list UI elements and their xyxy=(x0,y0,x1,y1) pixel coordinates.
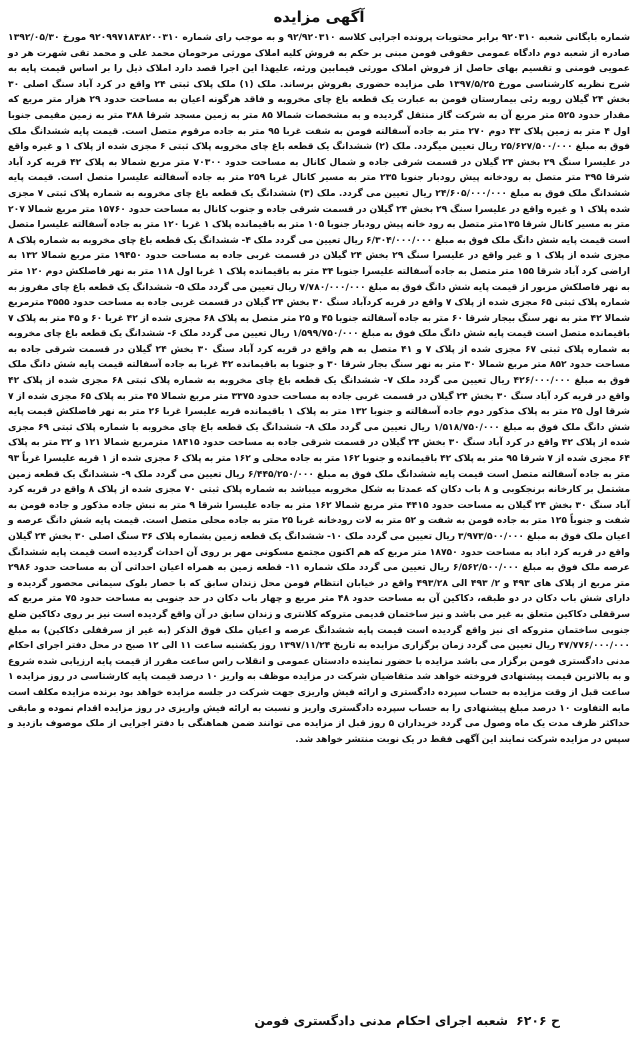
notice-code: ح ۶۲۰۶ xyxy=(516,1013,560,1028)
notice-body xyxy=(8,30,630,747)
notice-title: آگهی مزایده xyxy=(273,8,365,26)
issuer-signature: شعبه اجرای احکام مدنی دادگستری فومن xyxy=(254,1013,509,1028)
notice-paragraph: شماره بایگانی شعبه ۹۲۰۳۱۰ برابر محتویات پرونده اجرایی کلاسه ۹۲/۹۲۰۳۱۰ و به موجب رای شماره ۹۲۰۹۹۷۱۸۳۸۲۰۰۳۱۰ مورخ ۱۳۹۲/۰۵/۳۰ صادره از شعبه دوم دادگاه عمومی حقوقی فومن مبنی بر حکم به فروش کلیه املاک مورثی مرحومان محمد علی و محمد تقی شهرت هر دو عمویی فومنی و تقسیم بهای حاصل از فروش املاک مورثی فیمابین ورثه، علیهذا این اجرا قصد دارد املاک ذیل را بر اساس قیمت پایه به شرح نظریه کارشناسی مورخ ۱۳۹۷/۵/۲۵ طی مزایده حضوری بفروش برساند. ملک (۱) ملک پلاک ثبتی ۲۴ واقع در کرد آباد سنگ اصلی ۳۰ بخش ۲۴ گیلان روبه رئی بیمارستان فومن به عبارت یک قطعه باغ چای مخروبه و فاقد هرگونه اعیان به مساحت حدود ۲۹ هزار متر مربع که مقدار حدود ۵۲۵ متر مربع آن به شرکت گاز منتقل گردیده و به مشخصات شمالا ۸۵ متر به زمین مسجد شرقا ۳۸۸ متر به زمین مقیمی جنوبا اول ۴ متر به زمین پلاک ۴۳ دوم ۲۷۰ متر به جاده آسفالته فومن به شفت غربا ۹۵ متر به جاده مرقوم متصل است. قیمت پایه ششدانگ ملک فوق به مبلغ ۲۵/۶۲۷/۵۰۰/۰۰۰ ریال تعیین میگردد. ملک (۲) ششدانگ یک قطعه باغ چای مخروبه پلاک ثبتی ۶ مجزی شده از پلاک ۱ و غیره واقع در علیسرا سنگ ۲۹ بخش ۲۴ گیلان در قسمت شرقی جاده و شمال کانال به مساحت حدود ۷۰۳۰۰ متر مربع شمالا به پلاک ۴۲ قریه کرد آباد شرقا ۳۹۵ متر متصل به رودخانه پیش رودبار جنوبا ۲۳۵ متر به مسیر کانال غربا ۲۵۹ متر به جاده آسفالته علیسرا متصل است. قیمت پایه ششدانگ ملک فوق به مبلغ ۲۴/۶۰۵/۰۰۰/۰۰۰ ریال تعیین می گردد. ملک (۳) ششدانگ یک قطعه باغ چای مخروبه به شماره پلاک ثبتی ۷ مجزی شده پلاک ۱ و غیره واقع در علیسرا سنگ ۲۹ بخش ۲۴ گیلان در قسمت شرقی جاده و جنوب کانال به مساحت حدود ۱۵۷۶۰ متر مربع شمالا ۲۰۷ متر به مسیر کانال شرقا ۱۳۵متر متصل به رود خانه پیش رودبار جنوبا ۱۰۵ متر به باقیمانده پلاک ۱ غربا ۱۲۰ متر به جاده آسفالته علیسرا متصل است قیمت پایه شش دانگ ملک فوق به مبلغ ۶/۳۰۴/۰۰۰/۰۰۰ ریال تعیین می گردد ملک ۴- ششدانگ یک قطعه باغ چای مخروبه به شماره پلاک ۸ مجزی شده از پلاک ۱ و غیر واقع در علیسرا سنگ ۲۹ بخش ۲۴ گیلان در قسمت غربی جاده به مساحت حدود ۱۹۴۵۰ متر مربع شمالا ۱۳۲ به اراضی کرد آباد شرقا ۱۵۵ متر متصل به جاده آسفالته علیسرا جنوبا ۳۴ متر به باقیمانده پلاک ۱ غربا اول ۱۱۸ متر به نهر فاصلکش دوم ۱۲۰ متر به نهر فاصلکش مزبور از قیمت پایه شش دانگ فوق به مبلغ ۷/۷۸۰/۰۰۰/۰۰۰ ریال تعیین می گردد ملک ۵- ششدانگ یک قطعه باغ چای مفروز به شماره پلاک ثبتی ۶۵ مجزی شده از پلاک ۷ واقع در قریه کردآباد سنگ ۳۰ بخش ۲۴ گیلان در قسمت غربی جاده به مساحت حدود ۳۵۵۵ مترمربع شمالا ۴۲ متر به نهر سنگ بیجار شرقا ۶۰ متر به جاده آسفالته جنوبا ۴۵ و ۲۵ متر متصل به پلاک ۶۸ مجزی شده از ۴۲ غربا ۶۰ و ۴۵ متر به پلاک ۷ باقیمانده متصل است قیمت پایه شش دانگ ملک فوق به مبلغ ۱/۵۹۹/۷۵۰/۰۰۰ ریال تعیین می گردد ملک ۶- ششدانگ یک قطعه باغ چای مخروبه به شماره پلاک ثبتی ۶۷ مجزی شده از پلاک ۷ و ۴۱ متصل به هم واقع در قریه کرد آباد سنگ ۳۰ بخش ۲۴ گیلان در قسمت شرقی جاده به مساحت حدود ۸۵۲ متر مربع شمالا ۳۰ متر به نهر سنگ بجار شرقا ۳۰ و جنوبا به باقیمانده ۴۲ غربا به جاده آسفالته قیمت پایه شش دانگ ملک فوق به مبلغ ۴۲۶/۰۰۰/۰۰۰ ریال تعیین می گردد ملک ۷- ششدانگ یک قطعه باغ چای مخروبه به شماره پلاک ثبتی ۶۸ مجزی شده از پلاک ۴۲ واقع در قریه کرد آباد سنگ ۳۰ بخش ۲۴ گیلان در قسمت غربی جاده به مساحت حدود ۳۳۷۵ متر مربع شمالا ۴۵ متر به پلاک ۶۵ مجزی شده از ۷ شرقا اول ۲۵ متر به پلاک مذکور دوم جاده آسفالته و جنوبا ۱۳۲ متر به پلاک ۱ باقیمانده قریه علیسرا غربا ۲۶ متر به نهر فاصلکش قیمت پایه شش دانگ ملک فوق به مبلغ ۱/۵۱۸/۷۵۰/۰۰۰ ریال تعیین می گردد ملک ۸- ششدانگ یک قطعه باغ چای مخروبه با شماره پلاک ثبتی ۶۹ مجزی شده از پلاک ۴۲ واقع در کرد آباد سنگ ۳۰ بخش ۲۴ گیلان در قسمت شرقی جاده به مساحت حدود ۱۸۴۱۵ مترمربع شمالا ۱۲۱ و ۳۲ متر به پلاک ۶۴ مجزی شده از ۷ شرقا ۹۵ متر به پلاک ۴۲ باقیمانده و جنوبا ۱۶۲ متر به جاده محلی و ۱۶۲ متر به پلاک ۶ مجزی شده از ۱ قریه علیسرا غرباً ۹۳ متر به جاده آسفالته متصل است قیمت پایه ششدانگ ملک فوق به مبلغ ۶/۴۴۵/۲۵۰/۰۰۰ ریال تعیین می گردد ملک ۹- ششدانگ یک قطعه زمین مشتمل بر کارخانه برنجکوبی و ۸ باب دکان که عمدتا به شکل مخروبه میباشد به شماره پلاک ثبتی ۷۰ مجزی شده از پلاک ۸ واقع در قریه کرد آباد سنگ ۳۰ بخش ۲۴ گیلان به مساحت حدود ۴۴۱۵ متر مربع شمالا ۱۶۲ متر به جاده علیسرا شرقا ۹ متر به نبش جاده مذکور و جاده فومن به شفت و جنوباً ۱۲۵ متر به جاده فومن به شفت و ۵۲ متر به لات رودخانه غربا ۲۵ متر به جاده محلی متصل است. قیمت پایه شش دانگ عرصه و اعیان ملک فوق به مبلغ ۳/۹۷۳/۵۰۰/۰۰۰ ریال تعیین می گردد ملک ۱۰- ششدانگ یک قطعه زمین بشماره پلاک ۳۶ سنگ اصلی ۳۰ بخش ۲۴ گیلان واقع در قریه کرد اباد به مساحت حدود ۱۸۷۵۰ متر مربع که هم اکنون مجتمع مسکونی مهر بر روی آن احداث گردیده است قیمت پایه ششدانگ عرصه ملک فوق به مبلغ ۶/۵۶۲/۵۰۰/۰۰۰ ریال تعیین می گردد ملک شماره ۱۱- قطعه زمین به همراه اعیان احداثی آن به مساحت حدود ۲۹۸۶ متر مربع از پلاک های ۴۹۳ و ۲/ ۴۹۳ الی ۴۹۳/۲۸ واقع در خیابان انتظام فومن محل زندان سابق که با حصار بلوک سیمانی محصور گردیده و دارای شش باب دکان در دو طبقه، دکاکین آن به مساحت حدود ۴۸ متر مربع و چهار باب دکان در حد جنوبی به مساحت حدود ۷۵ متر مربع که سرقفلی دکاکین متعلق به غیر می باشد و نیز ساختمان قدیمی متروکه کلانتری و زندان سابق در آن واقع گردیده است نیز بر روی دکاکین ضلع جنوبی ساختمان متروکه ای نیز واقع گردیده است قیمت پایه ششدانگ عرصه و اعیان ملک فوق الذکر (به غیر از سرقفلی دکاکین) به مبلغ ۴۷/۷۷۶/۰۰۰/۰۰۰ ریال تعیین می گردد زمان برگزاری مزایده به تاریخ ۱۳۹۷/۱۱/۲۴ روز یکشنبه ساعت ۱۱ الی ۱۲ صبح در محل دفتر اجرای احکام مدنی دادگستری فومن برگزار می باشد مزایده با حضور نماینده دادستان عمومی و انقلاب راس ساعت مقرر از قیمت پایه ارزیابی شده شروع و به بالاترین قیمت پیشنهادی فروخته خواهد شد متقاضیان شرکت در مزایده موظف به واریز ۱۰ درصد قیمت پایه کارشناسی در روز مزایده ۱ ساعت قبل از وقت مزایده به حساب سپرده دادگستری و ارائه فیش واریزی جهت شرکت در جلسه مزایده خواهد بود برنده مزایده مکلف است مابه التفاوت ۱۰ درصد مبلغ پیشنهادی را به حساب سپرده دادگستری واریز و نسبت به ارائه فیش واریزی در روز مزایده اقدام نموده و مابقی حداکثر ظرف مدت یک ماه وصول می گردد خریداران ۵ روز قبل از مزایده می توانند ضمن هماهنگی با دفتر اجرایی از ملک موصوف بازدید و سپس در مزایده شرکت نمایند این آگهی فقط در یک نوبت منتشر خواهد شد. xyxy=(7,32,631,745)
notice-footer xyxy=(8,1012,630,1030)
